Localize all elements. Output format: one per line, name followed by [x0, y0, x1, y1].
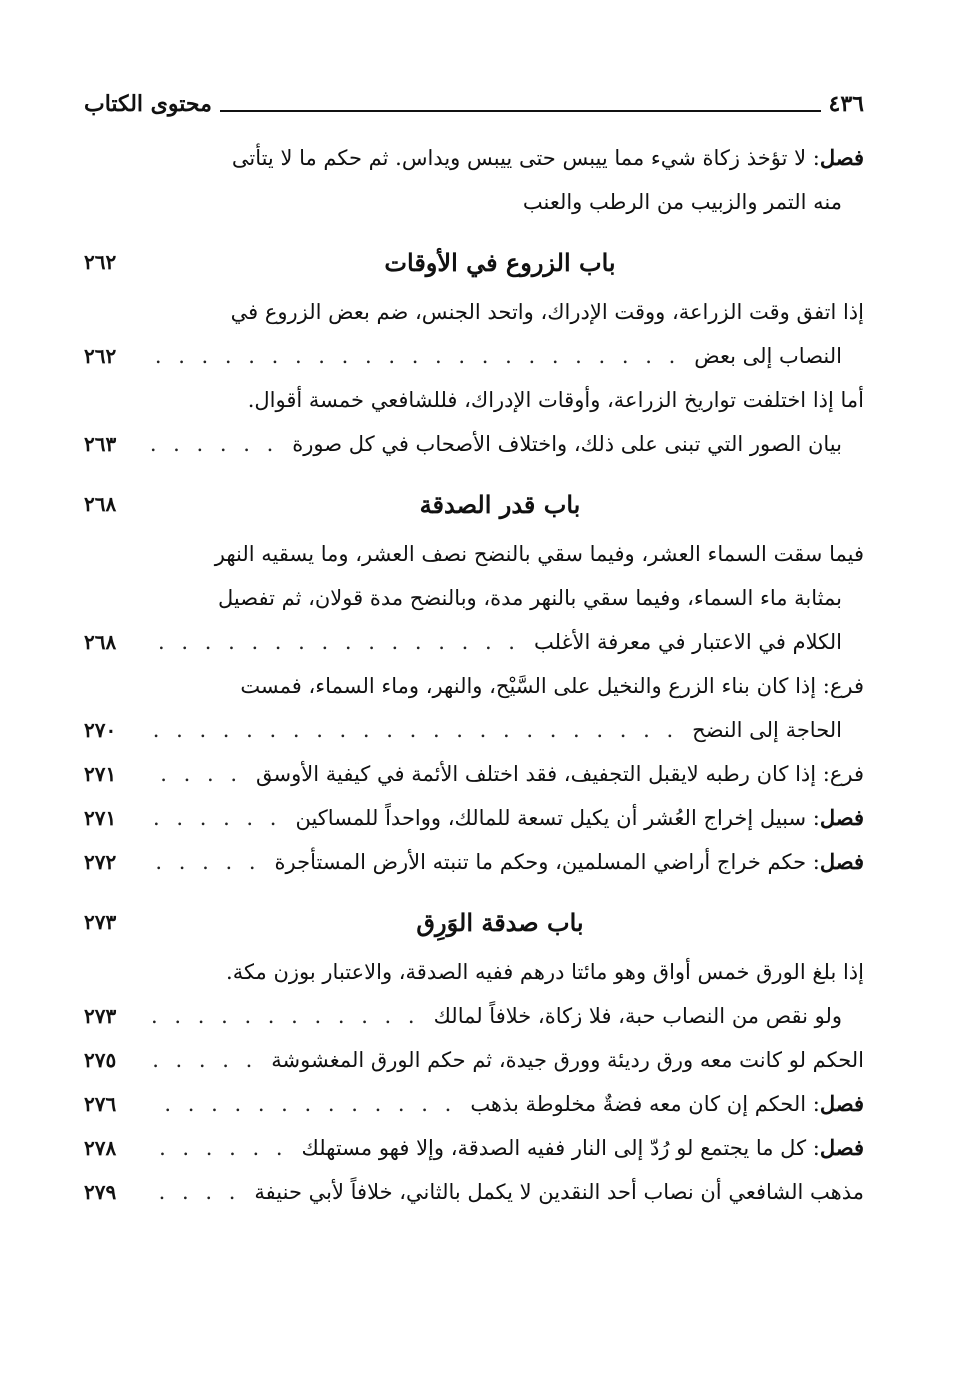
toc-entry-line: [84, 1170, 864, 1214]
entry-body: بيان الصور التي تبنى على ذلك، واختلاف الأصحاب في كل صورة: [292, 432, 842, 456]
entry-body: مذهب الشافعي أن نصاب أحد النقدين لا يكمل بالثاني، خلافاً لأبي حنيفة: [254, 1180, 864, 1204]
dot-leader: [146, 759, 242, 789]
heading-text: باب الزروع في الأوقات: [384, 247, 616, 277]
toc-entry-line: [84, 532, 864, 576]
entry-page-number: ٢٧١: [84, 762, 117, 786]
dot-leader: [146, 847, 261, 877]
toc-entry-line: [84, 796, 864, 840]
entry-body: الكلام في الاعتبار في معرفة الأغلب: [533, 630, 842, 654]
page-number: ٤٣٦: [828, 91, 864, 117]
entry-body: : سبيل إخراج العُشر أن يكيل تسعة للمالك، وواحداً للمساكين: [295, 806, 820, 830]
entry-page-number: ٢٧٠: [84, 718, 117, 742]
toc-entry-line: [84, 620, 864, 664]
toc-entry-line: [84, 994, 864, 1038]
table-of-contents: [84, 136, 864, 1214]
entry-label: فصل: [819, 145, 864, 170]
entry-body: الحاجة إلى النضح: [692, 718, 842, 742]
toc-entry-line: [84, 950, 864, 994]
entry-text: [534, 627, 842, 657]
dot-leader: [146, 627, 520, 657]
entry-label: فصل: [819, 805, 864, 830]
entry-text: [694, 341, 842, 371]
entry-text: [218, 583, 842, 613]
entry-body: : كل ما يجتمع لو رُدّ إلى النار ففيه الصدقة، وإلا فهو مستهلك: [301, 1136, 820, 1160]
toc-entry-line: [84, 708, 864, 752]
toc-entry-line: [84, 422, 864, 466]
toc-entry-line: [84, 136, 864, 180]
dot-leader: [146, 341, 680, 371]
toc-entry-line: [84, 290, 864, 334]
toc-entry-line: [84, 840, 864, 884]
entry-text: [271, 1045, 864, 1075]
dot-leader: [146, 715, 678, 745]
entry-text: [254, 1177, 864, 1207]
entry-text: [275, 847, 864, 877]
entry-page-number: ٢٦٢: [84, 344, 117, 368]
entry-body: إذا اتفق وقت الزراعة، ووقت الإدراك، واتحد الجنس، ضم بعض الزروع في: [230, 300, 864, 324]
entry-text: [240, 671, 864, 701]
toc-entry-line: [84, 1038, 864, 1082]
entry-text: [434, 1001, 842, 1031]
entry-body: : لا تؤخذ زكاة شيء مما ييبس حتى ييبس ويداس. ثم حكم ما لا يتأتى: [231, 146, 820, 170]
section-heading: [84, 476, 864, 532]
toc-entry-line: [84, 334, 864, 378]
toc-entry-line: [84, 576, 864, 620]
entry-page-number: ٢٧٨: [84, 1136, 117, 1160]
running-header: [84, 86, 864, 116]
entry-body: فرع: إذا كان رطبه لايقبل التجفيف، فقد اختلف الأئمة في كيفية الأوسق: [256, 762, 864, 786]
running-title: محتوى الكتاب: [84, 91, 212, 117]
header-rule: [220, 110, 821, 112]
dot-leader: [146, 1045, 257, 1075]
dot-leader: [146, 1177, 240, 1207]
entry-page-number: ٢٧٦: [84, 1092, 117, 1116]
toc-entry-line: [84, 378, 864, 422]
dot-leader: [146, 1089, 456, 1119]
dot-leader: [146, 803, 281, 833]
entry-body: فيما سقت السماء العشر، وفيما سقي بالنضح نصف العشر، وما يسقيه النهر: [214, 542, 864, 566]
dot-leader: [146, 429, 278, 459]
entry-page-number: ٢٧٩: [84, 1180, 117, 1204]
entry-page-number: ٢٧١: [84, 806, 117, 830]
entry-text: [523, 187, 842, 217]
heading-page-number: ٢٦٨: [84, 492, 117, 516]
entry-label: فصل: [819, 1135, 864, 1160]
entry-body: فرع: إذا كان بناء الزرع والنخيل على السَّيْح، والنهر، وماء السماء، فمست: [240, 674, 864, 698]
dot-leader: [146, 1001, 420, 1031]
entry-body: : حكم خراج أراضي المسلمين، وحكم ما تنبته الأرض المستأجرة: [274, 850, 820, 874]
entry-page-number: ٢٦٨: [84, 630, 117, 654]
entry-page-number: ٢٦٣: [84, 432, 117, 456]
entry-body: منه التمر والزبيب من الرطب والعنب: [522, 190, 842, 214]
dot-leader: [146, 1133, 288, 1163]
entry-text: [470, 1089, 864, 1119]
heading-page-number: ٢٧٣: [84, 910, 117, 934]
entry-body: إذا بلغ الورق خمس أواق وهو مائتا درهم ففيه الصدقة، والاعتبار بوزن مكة.: [226, 960, 864, 984]
entry-text: [302, 1133, 865, 1163]
entry-body: الحكم لو كانت معه ورق رديئة وورق جيدة، ثم حكم الورق المغشوشة: [271, 1048, 864, 1072]
entry-body: ولو نقص من النصاب حبة، فلا زكاة، خلافاً لمالك: [433, 1004, 842, 1028]
entry-page-number: ٢٧٢: [84, 850, 117, 874]
entry-text: [692, 715, 842, 745]
section-heading: [84, 234, 864, 290]
entry-label: فصل: [819, 849, 864, 874]
entry-text: [248, 385, 864, 415]
entry-text: [295, 803, 864, 833]
entry-body: بمثابة ماء السماء، وفيما سقي بالنهر مدة، وبالنضح مدة قولان، ثم تفصيل: [218, 586, 842, 610]
entry-body: : الحكم إن كان معه فضةٌ مخلوطة بذهب: [470, 1092, 820, 1116]
entry-label: فصل: [819, 1091, 864, 1116]
section-heading: [84, 894, 864, 950]
toc-entry-line: [84, 180, 864, 224]
entry-page-number: ٢٧٥: [84, 1048, 117, 1072]
toc-entry-line: [84, 1126, 864, 1170]
entry-body: النصاب إلى بعض: [694, 344, 842, 368]
entry-text: [215, 539, 864, 569]
heading-text: باب صدقة الوَرِق: [416, 907, 584, 937]
entry-text: [226, 957, 864, 987]
heading-page-number: ٢٦٢: [84, 250, 117, 274]
toc-entry-line: [84, 1082, 864, 1126]
entry-text: [232, 143, 864, 173]
toc-entry-line: [84, 752, 864, 796]
entry-page-number: ٢٧٣: [84, 1004, 117, 1028]
entry-text: [231, 297, 864, 327]
heading-text: باب قدر الصدقة: [419, 489, 581, 519]
entry-text: [292, 429, 842, 459]
entry-text: [256, 759, 864, 789]
toc-entry-line: [84, 664, 864, 708]
entry-body: أما إذا اختلفت تواريخ الزراعة، وأوقات الإدراك، فللشافعي خمسة أقوال.: [247, 388, 864, 412]
